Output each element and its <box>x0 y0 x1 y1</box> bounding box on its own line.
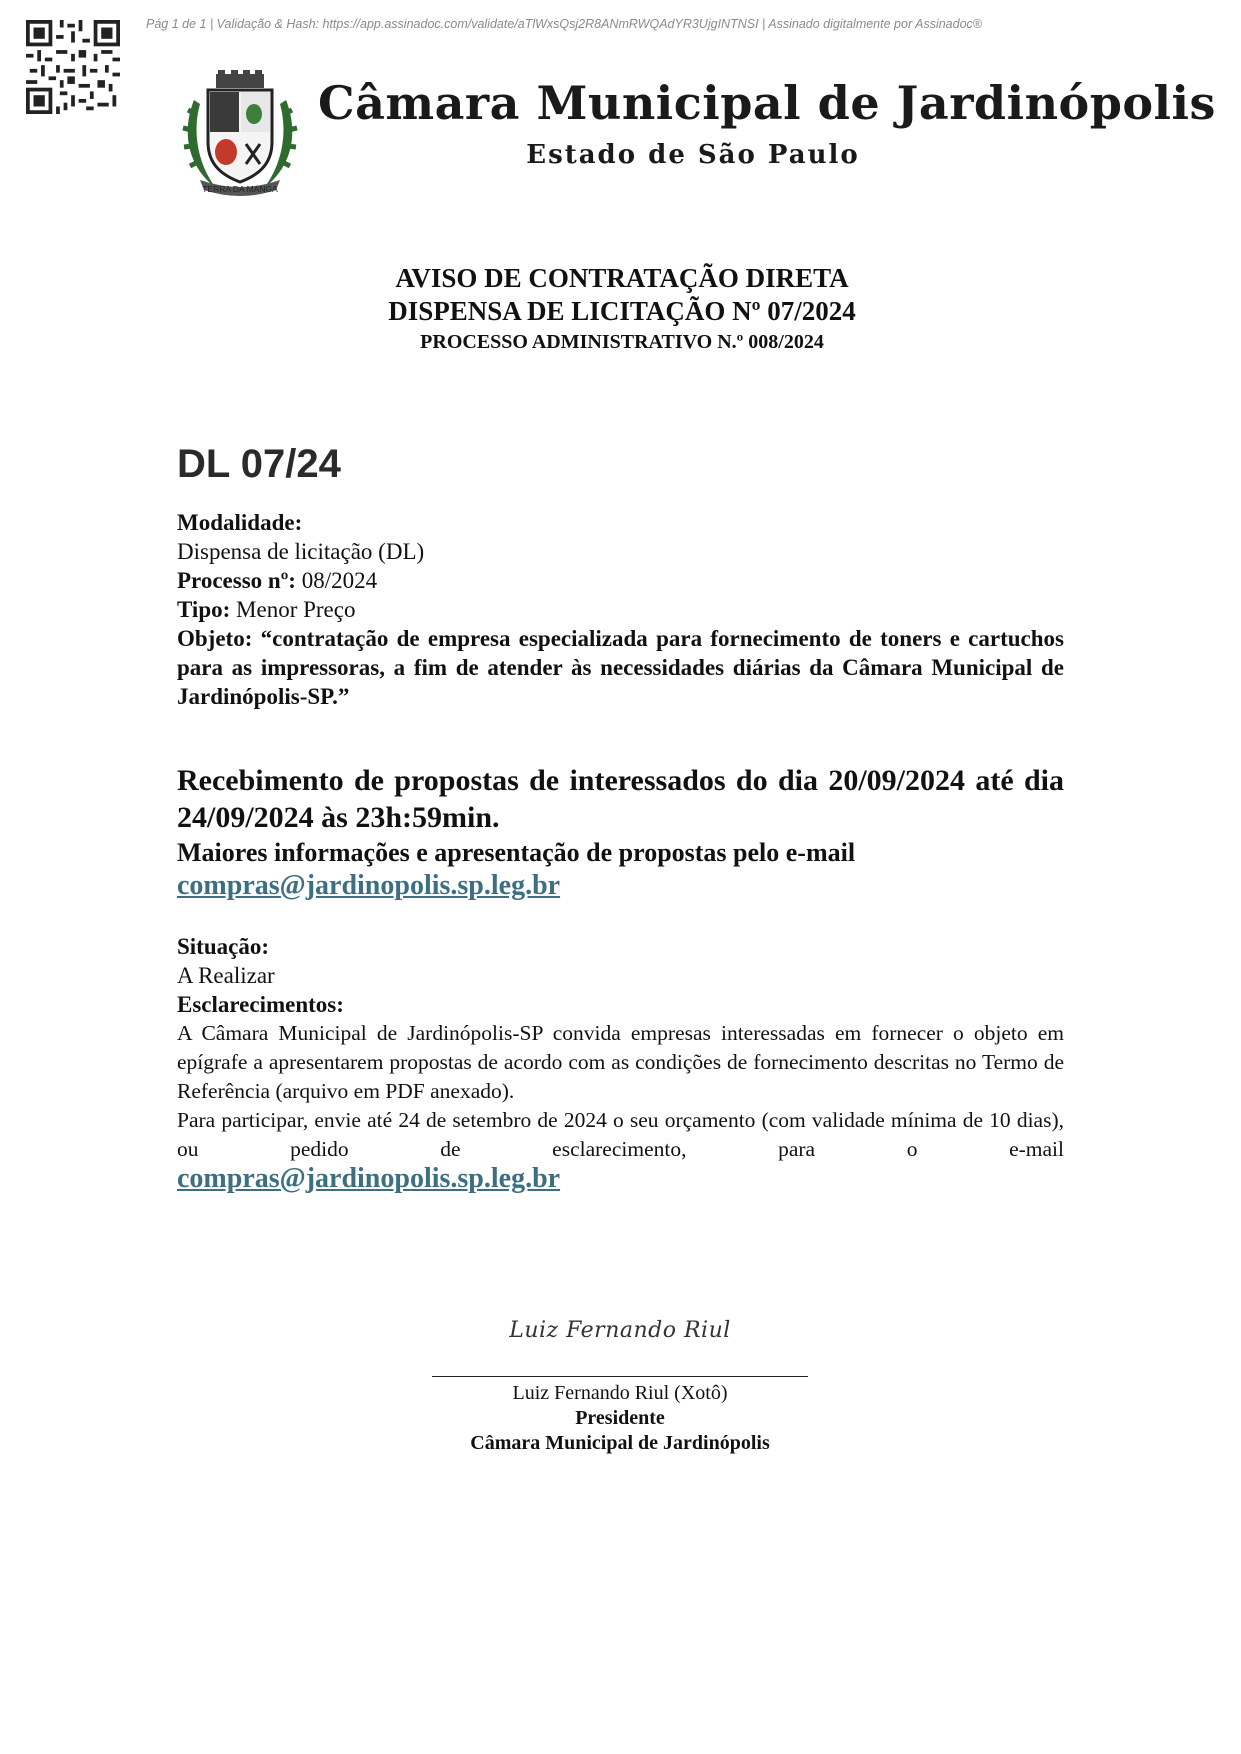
proposal-email-link[interactable]: compras@jardinopolis.sp.leg.br <box>177 870 561 901</box>
notice-subtitle: DISPENSA DE LICITAÇÃO Nº 07/2024 <box>388 296 856 326</box>
signer-institution: Câmara Municipal de Jardinópolis <box>470 1432 770 1454</box>
notice-title: AVISO DE CONTRATAÇÃO DIRETA <box>395 263 849 293</box>
institution-state: Estado de São Paulo <box>526 140 860 170</box>
notice-fields <box>177 508 1064 711</box>
processo-label: Processo nº: <box>177 568 296 593</box>
institution-name: Câmara Municipal de Jardinópolis <box>318 76 1216 130</box>
signature-line <box>432 1376 808 1377</box>
signer-block <box>420 1381 820 1456</box>
clarification-email-link[interactable]: compras@jardinopolis.sp.leg.br <box>177 1163 561 1194</box>
status-section <box>177 932 1064 1194</box>
handwritten-signature: Luiz Fernando Riul <box>509 1318 731 1343</box>
crest-motto: TERRA DA MANGA <box>202 184 278 194</box>
proposal-info-text: Maiores informações e apresentação de propostas pelo e-mail <box>177 838 856 867</box>
modalidade-value: Dispensa de licitação (DL) <box>177 539 425 564</box>
notice-header <box>178 262 1066 356</box>
esclarecimentos-paragraph-1: A Câmara Municipal de Jardinópolis-SP convida empresas interessadas em fornecer o objeto em epígrafe a apresentarem propostas de acordo com as condições de fornecimento descritas no Termo de Referência (arquivo em PDF anexado). <box>177 1021 1064 1103</box>
objeto-value: “contratação de empresa especializada para fornecimento de toners e cartuchos para as impressoras, a fim de atender às necessidades diárias da Câmara Municipal de Jardinópolis-SP.” <box>177 626 1064 709</box>
municipal-crest-icon <box>176 70 304 198</box>
notice-code: DL 07/24 <box>177 442 341 486</box>
esclarecimentos-label: Esclarecimentos: <box>177 992 344 1017</box>
situacao-value: A Realizar <box>177 963 275 988</box>
tipo-value: Menor Preço <box>230 597 356 622</box>
proposal-section <box>177 762 1064 902</box>
proposal-receipt-text: Recebimento de propostas de interessados do dia 20/09/2024 até dia 24/09/2024 às 23h:59min. <box>177 764 1064 834</box>
signer-role: Presidente <box>575 1407 665 1429</box>
signer-name: Luiz Fernando Riul (Xotô) <box>512 1382 728 1404</box>
modalidade-label: Modalidade: <box>177 510 303 535</box>
qr-code-icon <box>26 20 120 114</box>
validation-hash-line: Pág 1 de 1 | Validação & Hash: https://app.assinadoc.com/validate/aTlWxsQsj2R8ANmRWQAdYR3UjgINTNSI | Assinado digitalmente por Assinadoc® <box>146 17 982 31</box>
situacao-label: Situação: <box>177 934 269 959</box>
processo-value: 08/2024 <box>295 568 378 593</box>
esclarecimentos-paragraph-2: Para participar, envie até 24 de setembro de 2024 o seu orçamento (com validade mínima de 10 dias), ou pedido de esclarecimento, para o e-mail <box>177 1108 1064 1161</box>
process-number: PROCESSO ADMINISTRATIVO N.º 008/2024 <box>420 331 824 353</box>
objeto-label: Objeto: <box>177 626 253 651</box>
tipo-label: Tipo: <box>177 597 231 622</box>
